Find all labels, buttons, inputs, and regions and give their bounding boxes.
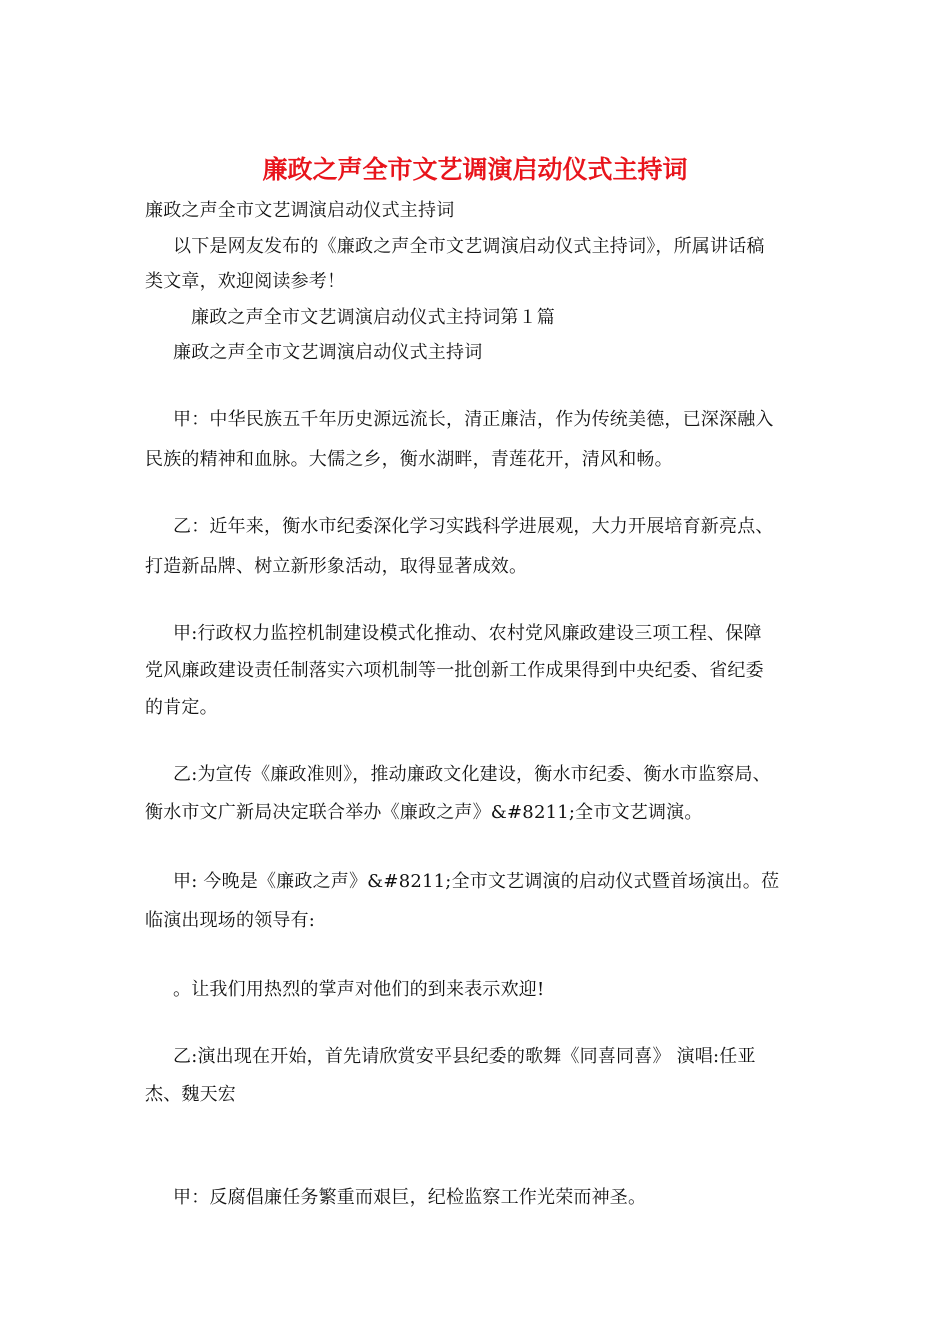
paragraph-3-line-1: 甲:行政权力监控机制建设模式化推动、农村党风廉政建设三项工程、保障 xyxy=(173,623,762,644)
paragraph-7-line-1: 乙:演出现在开始，首先请欣赏安平县纪委的歌舞《同喜同喜》 演唱:任亚 xyxy=(173,1046,756,1067)
paragraph-1-line-1: 甲：中华民族五千年历史源远流长，清正廉洁，作为传统美德，已深深融入 xyxy=(173,409,774,430)
section-heading: 廉政之声全市文艺调演启动仪式主持词第１篇 xyxy=(191,307,555,328)
paragraph-2-line-1: 乙：近年来，衡水市纪委深化学习实践科学进展观，大力开展培育新亮点、 xyxy=(173,516,774,537)
paragraph-5-line-1: 甲: 今晚是《廉政之声》&#8211;全市文艺调演的启动仪式暨首场演出。莅 xyxy=(173,871,780,892)
intro-line-2: 类文章，欢迎阅读参考！ xyxy=(145,271,346,292)
document-title: 廉政之声全市文艺调演启动仪式主持词 xyxy=(262,155,688,184)
section-title: 廉政之声全市文艺调演启动仪式主持词 xyxy=(173,342,483,363)
intro-line-1: 以下是网友发布的《廉政之声全市文艺调演启动仪式主持词》，所属讲话稿 xyxy=(173,236,765,257)
paragraph-4-line-1: 乙:为宣传《廉政准则》，推动廉政文化建设，衡水市纪委、衡水市监察局、 xyxy=(173,764,771,785)
paragraph-3-line-2: 党风廉政建设责任制落实六项机制等一批创新工作成果得到中央纪委、省纪委 xyxy=(145,660,764,681)
paragraph-4-line-2: 衡水市文广新局决定联合举办《廉政之声》&#8211;全市文艺调演。 xyxy=(145,802,703,823)
paragraph-8-line-1: 甲：反腐倡廉任务繁重而艰巨，纪检监察工作光荣而神圣。 xyxy=(173,1187,647,1208)
paragraph-6-line-1: 。让我们用热烈的掌声对他们的到来表示欢迎! xyxy=(173,979,545,1000)
paragraph-2-line-2: 打造新品牌、树立新形象活动，取得显著成效。 xyxy=(145,556,528,577)
paragraph-7-line-2: 杰、魏天宏 xyxy=(145,1084,236,1105)
paragraph-3-line-3: 的肯定。 xyxy=(145,697,218,718)
paragraph-5-line-2: 临演出现场的领导有: xyxy=(145,910,316,931)
document-subtitle: 廉政之声全市文艺调演启动仪式主持词 xyxy=(145,200,455,221)
paragraph-1-line-2: 民族的精神和血脉。大儒之乡，衡水湖畔，青莲花开，清风和畅。 xyxy=(145,449,673,470)
